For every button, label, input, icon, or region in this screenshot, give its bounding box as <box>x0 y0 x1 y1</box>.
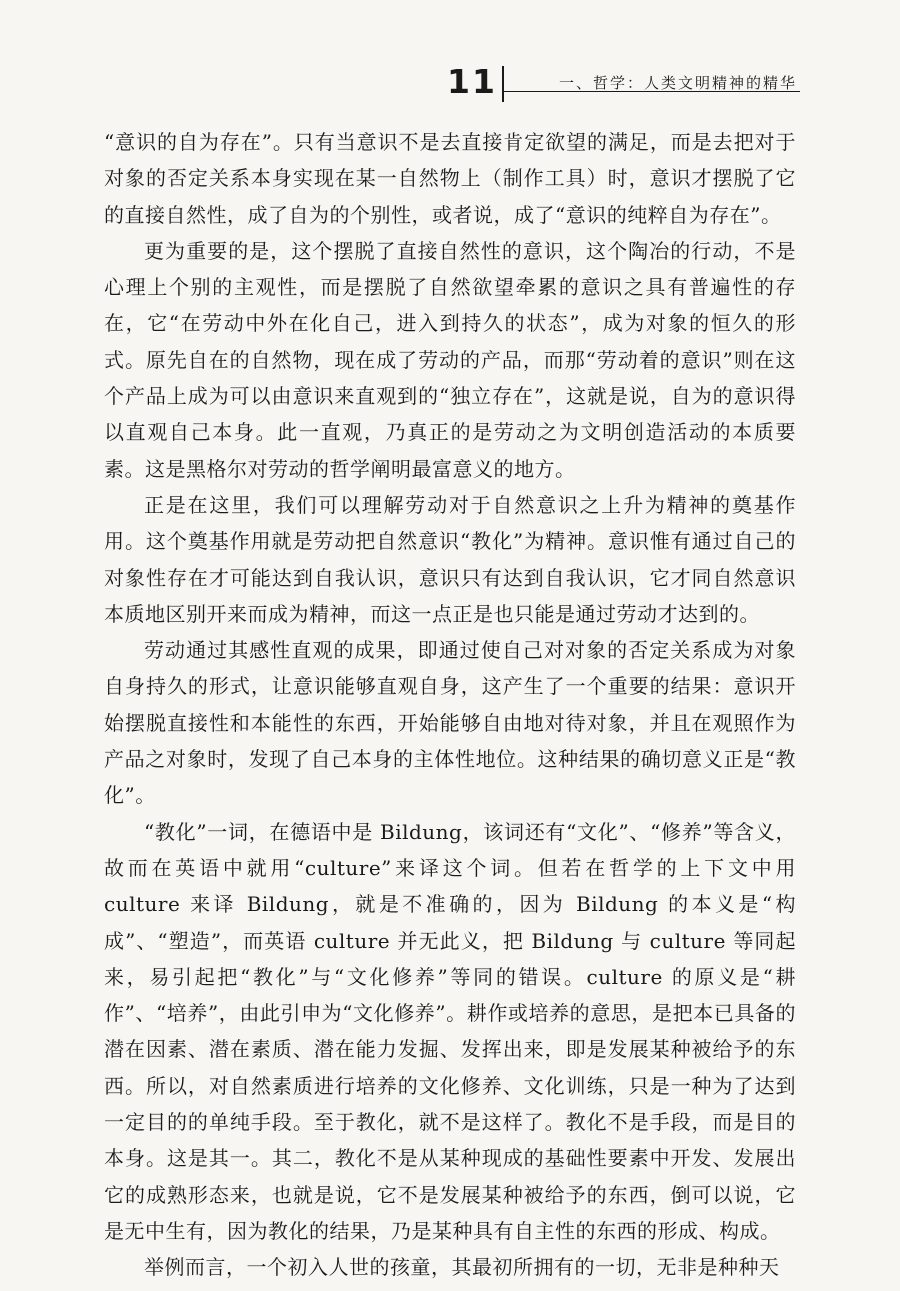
paragraph-4: 劳动通过其感性直观的成果，即通过使自己对对象的否定关系成为对象自身持久的形式，让意识能够直观自身，这产生了一个重要的结果：意识开始摆脱直接性和本能性的东西，开始能够自由地对待对象，并且在观照作为产品之对象时，发现了自己本身的主体性地位。这种结果的确切意义正是“教化”。 <box>104 638 796 808</box>
paragraph-6: 举例而言，一个初入人世的孩童，其最初所拥有的一切，无非是种种天 <box>144 1255 780 1280</box>
paragraph-2: 更为重要的是，这个摆脱了直接自然性的意识，这个陶冶的行动，不是心理上个别的主观性，而是摆脱了自然欲望牵累的意识之具有普遍性的存在，它“在劳动中外在化自己，进入到持久的状态”，成为对象的恒久的形式。原先自在的自然物，现在成了劳动的产品，而那“劳动着的意识”则在这个产品上成为可以由意识来直观到的“独立存在”，这就是说，自为的意识得以直观自己本身。此一直观，乃真正的是劳动之为文明创造活动的本质要素。这是黑格尔对劳动的哲学阐明最富意义的地方。 <box>104 238 796 481</box>
page-header <box>0 0 900 110</box>
paragraph-5: “教化”一词，在德语中是 Bildung，该词还有“文化”、“修养”等含义，故而在英语中就用“culture”来译这个词。但若在哲学的上下文中用 culture 来译 Bildung，就是不准确的，因为 Bildung 的本义是“构成”、“塑造”，而英语 culture 并无此义，把 Bildung 与 culture 等同起来，易引起把“教化”与“文化修养”等同的错误。culture 的原义是“耕作”、“培养”，由此引申为“文化修养”。耕作或培养的意思，是把本已具备的潜在因素、潜在素质、潜在能力发掘、发挥出来，即是发展某种被给予的东西。所以，对自然素质进行培养的文化修养、文化训练，只是一种为了达到一定目的的单纯手段。至于教化，就不是这样了。教化不是手段，而是目的本身。这是其一。其二，教化不是从某种现成的基础性要素中开发、发展出它的成熟形态来，也就是说，它不是发展某种被给予的东西，倒可以说，它是无中生有，因为教化的结果，乃是某种具有自主性的东西的形成、构成。 <box>104 819 796 1243</box>
page-number: 11 <box>447 62 497 101</box>
paragraph-1: “意识的自为存在”。只有当意识不是去直接肯定欲望的满足，而是去把对于对象的否定关系本身实现在某一自然物上（制作工具）时，意识才摆脱了它的直接自然性，成了自为的个别性，或者说，成了“意识的纯粹自为存在”。 <box>104 130 796 227</box>
body-text <box>104 124 796 1286</box>
paragraph-3: 正是在这里，我们可以理解劳动对于自然意识之上升为精神的奠基作用。这个奠基作用就是劳动把自然意识“教化”为精神。意识惟有通过自己的对象性存在才可能达到自我认识，意识只有达到自我认识，它才同自然意识本质地区别开来而成为精神，而这一点正是也只能是通过劳动才达到的。 <box>104 492 796 626</box>
header-vertical-rule <box>502 66 504 102</box>
running-title: 一、哲学：人类文明精神的精华 <box>558 74 797 92</box>
